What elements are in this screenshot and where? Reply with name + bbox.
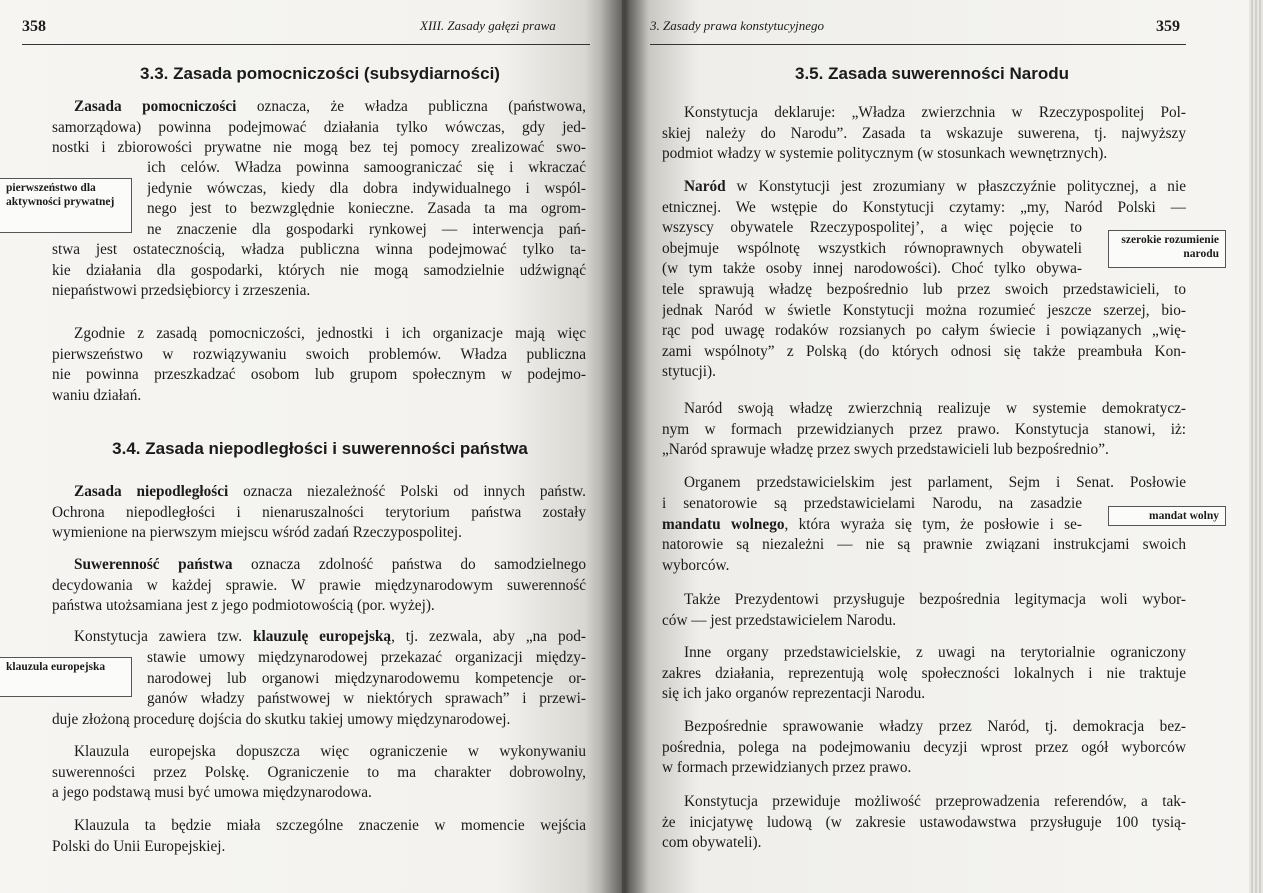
text-line: i senatorowie są przedstawicielami Narodu, na zasadzie	[662, 495, 1082, 512]
text-line: Klauzula europejska dopuszcza więc ograniczenie w wykonywaniu	[74, 743, 586, 760]
text-line: mandatu wolnego, która wyraża się tym, że posłowie i se-	[662, 515, 1082, 533]
book-gutter	[600, 0, 650, 893]
sec34-p3-indented	[147, 648, 586, 710]
sec33-p1-indented	[147, 158, 586, 240]
text-line: Konstytucja zawiera tzw. klauzulę europejską, tj. zezwala, aby „na pod-	[74, 628, 586, 645]
text-line: wyborców.	[662, 556, 730, 574]
sec35-p1	[662, 103, 1186, 165]
right-page	[622, 0, 1263, 893]
text-line: natorowie są niezależni — nie są prawnie związani instrukcjami swoich	[662, 536, 1186, 553]
text-line: a jego podstawą musi być umowa międzynarodowa.	[52, 784, 372, 801]
text-line: decydowania w każdej sprawie. W prawie międzynarodowym suwerenność	[52, 576, 586, 594]
text-line: wymienione na pierwszym miejscu wśród zadań Rzeczypospolitej.	[52, 524, 462, 541]
text-line: ców — jest przedstawicielem Narodu.	[662, 611, 897, 629]
text-line: pierwszeństwo w rozwiązywaniu swoich problemów. Władza publiczna	[52, 345, 586, 363]
text-line: stwa jest ostatecznością, władza publiczna winna podejmować tylko ta-	[52, 241, 586, 258]
sec34-p3-first	[52, 627, 586, 648]
sec34-p5	[52, 816, 586, 857]
text-line: w formach przewidzianych przez prawo.	[662, 759, 912, 776]
sec35-p4-top	[662, 473, 1186, 494]
sec35-p4-narrow	[662, 494, 1082, 535]
text-line: podmiot władzy w systemie politycznym (w stosunkach wewnętrznych).	[662, 145, 1108, 162]
text-line: stawie umowy międzynarodowej przekazać organizacji między-	[147, 649, 586, 666]
text-line: com obywateli).	[662, 834, 762, 851]
text-line: nym w formach przewidzianych przez prawo. Konstytucja stanowi, iż:	[662, 420, 1186, 438]
text-line: rąc pod uwagę rodaków rozsianych po całym świecie i powiązanych „wię-	[662, 322, 1186, 339]
margin-note-szerokie: szerokie rozumienie narodu	[1108, 230, 1226, 268]
text-line: Zasada niepodległości oznacza niezależność Polski od innych państw.	[74, 483, 586, 500]
margin-note-aktywnosc: pierwszeństwo dla aktywności prywatnej	[0, 178, 132, 233]
sec33-p1-top	[52, 97, 586, 159]
text-line: Inne organy przedstawicielskie, z uwagi na terytorialnie ograniczony	[684, 644, 1186, 661]
section-heading-3-4: 3.4. Zasada niepodległości i suwerenności państwa	[112, 439, 528, 458]
text-line: nostki i zbiorowości prywatne nie mogą bez tej pomocy zrealizować swo-	[52, 139, 586, 156]
text-line: Polski do Unii Europejskiej.	[52, 837, 226, 855]
text-line: tele sprawują władzę bezpośrednio lub przez swoich przedstawicieli, to	[662, 281, 1186, 298]
header-rule-left	[22, 44, 590, 45]
text-line: Konstytucja deklaruje: „Władza zwierzchnia w Rzeczypospolitej Pol-	[684, 104, 1186, 121]
text-line: Naród swoją władzę zwierzchnią realizuje w systemie demokratycz-	[684, 400, 1186, 417]
page-number-right: 359	[1156, 18, 1180, 35]
left-page	[0, 0, 622, 893]
running-title-right: 3. Zasady prawa konstytucyjnego	[650, 18, 825, 33]
section-heading-3-5: 3.5. Zasada suwerenności Narodu	[795, 64, 1069, 83]
text-line: ganów władzy państwowej w niektórych sprawach” i przewi-	[147, 690, 586, 707]
section-heading-3-3: 3.3. Zasada pomocniczości (subsydiarności)	[140, 64, 500, 83]
running-title-left: XIII. Zasady gałęzi prawa	[420, 18, 556, 33]
text-line: Także Prezydentowi przysługuje bezpośrednia legitymacja woli wybor-	[684, 591, 1186, 608]
text-line: wszyscy obywatele Rzeczypospolitej’, a więc pojęcie to	[662, 219, 1082, 236]
text-line: że inicjatywę ludową (w zakresie ustawodawstwa przysługuje 100 tysią-	[662, 813, 1186, 831]
text-line: jedynie wówczas, kiedy dla dobra indywidualnego i wspól-	[147, 179, 586, 197]
margin-note-klauzula: klauzula europejska	[0, 657, 132, 697]
text-line: Klauzula ta będzie miała szczególne znaczenie w momencie wejścia	[74, 817, 586, 834]
text-line: Zgodnie z zasadą pomocniczości, jednostki i ich organizacje mają więc	[74, 325, 586, 342]
text-line: Naród w Konstytucji jest zrozumiany w płaszczyźnie politycznej, a nie	[684, 178, 1186, 195]
text-line: (w tym także osoby innej narodowości). Choć tylko obywa-	[662, 260, 1082, 277]
text-line: samorządowa) powinna podejmować działania tylko wówczas, gdy jed-	[52, 118, 586, 136]
text-line: jednak Naród w świetle Konstytucji można rozumieć jeszcze szerzej, bio-	[662, 301, 1186, 319]
sec34-p4	[52, 742, 586, 804]
text-line: waniu działań.	[52, 386, 142, 404]
sec35-p2-top	[662, 177, 1186, 218]
sec35-p7	[662, 717, 1186, 779]
sec35-p2-narrow	[662, 218, 1082, 280]
text-line: Suwerenność państwa oznacza zdolność państwa do samodzielnego	[74, 556, 586, 573]
text-line: ich celów. Władza powinna samoograniczać się i wkraczać	[147, 159, 586, 176]
text-line: narodowej lub organowi międzynarodowemu kompetencje or-	[147, 669, 586, 687]
sec35-p6	[662, 643, 1186, 705]
sec35-p8	[662, 792, 1186, 854]
text-line: Bezpośrednie sprawowanie władzy przez Naród, tj. demokracja bez-	[684, 718, 1186, 735]
header-rule-right	[650, 44, 1186, 45]
text-line: zami wspólnoty” z Polską (do których odnosi się także preambuła Kon-	[662, 342, 1186, 360]
text-line: stytucji).	[662, 363, 716, 380]
text-line: Ochrona niepodległości i nienaruszalności terytorium państwa zostały	[52, 503, 586, 521]
sec34-p2	[52, 555, 586, 617]
sec34-p3-last	[52, 710, 586, 731]
text-line: skiej należy do Narodu”. Zasada ta wskazuje suwerena, tj. najwyższy	[662, 124, 1186, 142]
text-line: pośrednia, polega na podejmowaniu decyzji wprost przez ogół wyborców	[662, 738, 1186, 756]
page-number-left: 358	[22, 18, 46, 35]
text-line: „Naród sprawuje władzę przez swych przedstawicieli lub bezpośrednio”.	[662, 441, 1109, 458]
sec35-p3	[662, 399, 1186, 461]
sec33-p2	[52, 324, 586, 406]
text-line: etnicznej. We wstępie do Konstytucji czytamy: „my, Naród Polski —	[662, 198, 1186, 216]
text-line: Zasada pomocniczości oznacza, że władza publiczna (państwowa,	[74, 98, 586, 115]
sec35-p5	[662, 590, 1186, 631]
sec35-p2-bottom	[662, 280, 1186, 383]
text-line: państwa utożsamiana jest z jego podmiotowością (por. wyżej).	[52, 597, 435, 614]
text-line: ne znaczenie dla gospodarki rynkowej — interwencja pań-	[147, 220, 586, 238]
page-edges	[1249, 0, 1263, 893]
sec35-p4-bottom	[662, 535, 1186, 576]
text-line: nego jest to bezwzględnie konieczne. Zasada ta ma ogrom-	[147, 200, 586, 217]
text-line: zakres działania, reprezentują wolę społeczności lokalnych i nie traktuje	[662, 664, 1186, 682]
text-line: Konstytucja przewiduje możliwość przeprowadzenia referendów, a tak-	[684, 793, 1186, 810]
sec33-p1-bottom	[52, 240, 586, 302]
text-line: niepaństwowi przedsiębiorcy i zrzeszenia.	[52, 282, 311, 299]
text-line: suwerenności przez Polskę. Ograniczenie to ma charakter dobrowolny,	[52, 763, 586, 781]
text-line: kie działania dla gospodarki, których nie mogą samodzielnie udźwignąć	[52, 261, 586, 279]
text-line: Organem przedstawicielskim jest parlament, Sejm i Senat. Posłowie	[684, 474, 1186, 491]
text-line: duje złożoną procedurę dojścia do skutku takiej umowy międzynarodowej.	[52, 711, 511, 728]
sec34-p1	[52, 482, 586, 544]
margin-note-mandat: mandat wolny	[1108, 506, 1226, 526]
text-line: się ich jako organów reprezentacji Narodu.	[662, 685, 926, 702]
text-line: nie powinna przeszkadzać osobom lub grupom społecznym w podejmo-	[52, 366, 586, 383]
text-line: obejmuje wspólnotę wszystkich równoprawnych obywateli	[662, 239, 1082, 257]
